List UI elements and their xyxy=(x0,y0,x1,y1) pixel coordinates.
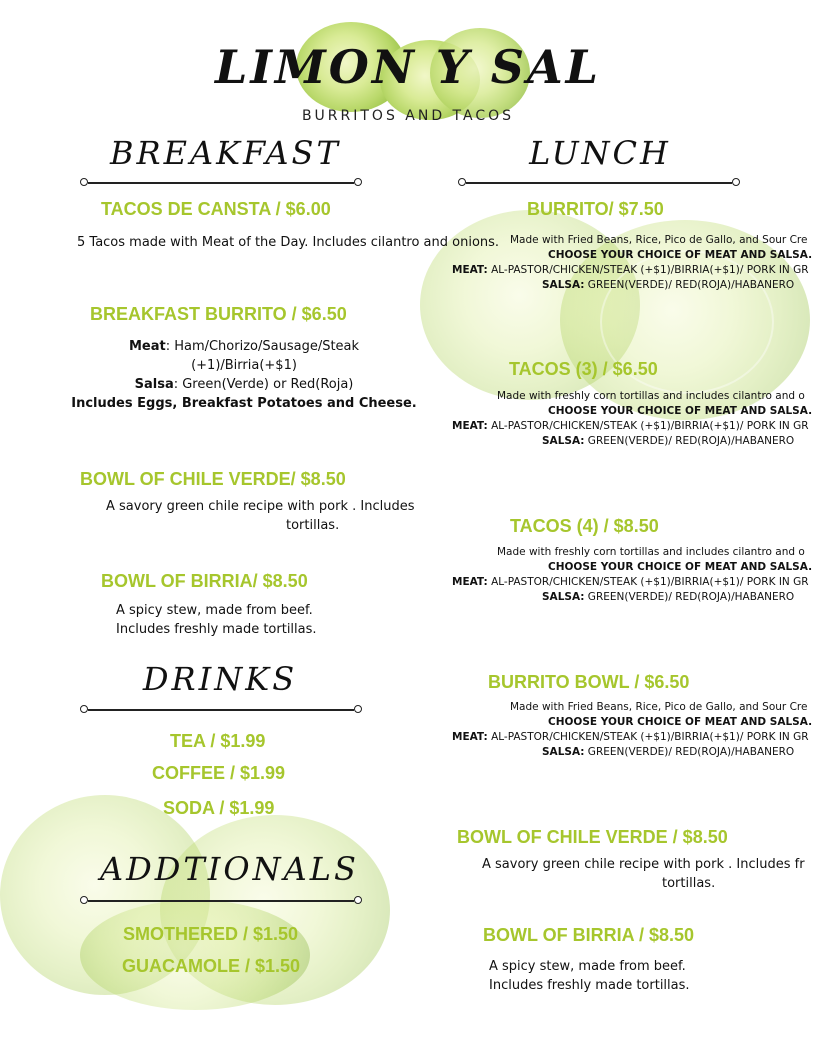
breakfast-title: BREAKFAST xyxy=(110,134,341,172)
menu-item-tacos-de-cansta: TACOS DE CANSTA / $6.00 xyxy=(101,199,331,219)
includes-text: Includes Eggs, Breakfast Potatoes and Cheese. xyxy=(71,396,417,411)
choose-text: CHOOSE YOUR CHOICE OF MEAT AND SALSA. xyxy=(548,716,813,728)
menu-item-details xyxy=(452,545,816,605)
meat-options: AL-PASTOR/CHICKEN/STEAK (+$1)/BIRRIA(+$1)/ PORK IN GR xyxy=(487,264,809,276)
lunch-divider xyxy=(466,182,732,184)
menu-item-tacos-4: TACOS (4) / $8.50 xyxy=(510,516,659,536)
description-line: A spicy stew, made from beef. xyxy=(489,959,686,974)
salsa-label: Salsa xyxy=(134,377,174,392)
meat-label: MEAT: xyxy=(452,576,488,588)
menu-item-description xyxy=(482,855,816,893)
lunch-title: LUNCH xyxy=(529,134,671,172)
menu-item-smothered: SMOTHERED / $1.50 xyxy=(123,924,299,944)
meat-label: MEAT: xyxy=(452,420,488,432)
menu-item-tacos-3: TACOS (3) / $6.50 xyxy=(509,359,658,379)
meat-label: MEAT: xyxy=(452,264,488,276)
description-line: Made with freshly corn tortillas and includes cilantro and o xyxy=(497,546,805,558)
menu-item-description xyxy=(100,497,425,535)
description-line: Includes freshly made tortillas. xyxy=(116,622,317,637)
meat-label: Meat xyxy=(128,339,166,354)
meat-options: : Ham/Chorizo/Sausage/Steak xyxy=(165,339,360,354)
choose-text: CHOOSE YOUR CHOICE OF MEAT AND SALSA. xyxy=(548,405,813,417)
menu-item-soda: SODA / $1.99 xyxy=(163,798,275,818)
description-line: A savory green chile recipe with pork . Includes fr xyxy=(482,857,805,872)
menu-item-description xyxy=(489,957,729,995)
description-line: A spicy stew, made from beef. xyxy=(116,603,313,618)
menu-item-coffee: COFFEE / $1.99 xyxy=(152,763,286,783)
meat-options-2: (+1)/Birria(+$1) xyxy=(191,358,297,373)
meat-options: AL-PASTOR/CHICKEN/STEAK (+$1)/BIRRIA(+$1)/ PORK IN GR xyxy=(487,576,809,588)
salsa-options: : Green(Verde) or Red(Roja) xyxy=(173,377,354,392)
salsa-options: GREEN(VERDE)/ RED(ROJA)/HABANERO xyxy=(584,435,795,447)
salsa-options: GREEN(VERDE)/ RED(ROJA)/HABANERO xyxy=(584,591,795,603)
menu-item-details xyxy=(452,700,816,760)
meat-options: AL-PASTOR/CHICKEN/STEAK (+$1)/BIRRIA(+$1)/ PORK IN GR xyxy=(487,731,809,743)
tagline: BURRITOS AND TACOS xyxy=(301,108,515,124)
menu-item-bowl-of-birria: BOWL OF BIRRIA/ $8.50 xyxy=(101,571,308,591)
menu-item-tea: TEA / $1.99 xyxy=(170,731,266,751)
salsa-label: SALSA: xyxy=(542,435,585,447)
menu-item-bowl-of-chile-verde: BOWL OF CHILE VERDE/ $8.50 xyxy=(80,469,346,489)
menu-item-bowl-of-birria-lunch: BOWL OF BIRRIA / $8.50 xyxy=(483,925,695,945)
description-line: tortillas. xyxy=(662,876,716,891)
menu-item-burrito-bowl: BURRITO BOWL / $6.50 xyxy=(488,672,690,692)
salsa-options: GREEN(VERDE)/ RED(ROJA)/HABANERO xyxy=(584,746,795,758)
drinks-title: DRINKS xyxy=(142,660,298,698)
menu-item-bowl-of-chile-verde-lunch: BOWL OF CHILE VERDE / $8.50 xyxy=(457,827,728,847)
description-line: Includes freshly made tortillas. xyxy=(489,978,690,993)
description-line: Made with freshly corn tortillas and includes cilantro and o xyxy=(497,390,805,402)
salsa-label: SALSA: xyxy=(542,279,585,291)
lime-illustration xyxy=(80,900,310,1010)
description-line: tortillas. xyxy=(286,518,340,533)
menu-item-burrito: BURRITO/ $7.50 xyxy=(527,199,664,219)
menu-item-details xyxy=(452,389,816,449)
meat-options: AL-PASTOR/CHICKEN/STEAK (+$1)/BIRRIA(+$1)/ PORK IN GR xyxy=(487,420,809,432)
meat-label: MEAT: xyxy=(452,731,488,743)
description-line: A savory green chile recipe with pork . Includes xyxy=(106,499,415,514)
drinks-divider xyxy=(88,709,354,711)
choose-text: CHOOSE YOUR CHOICE OF MEAT AND SALSA. xyxy=(548,249,813,261)
menu-item-description xyxy=(100,601,340,639)
menu-item-description xyxy=(64,337,424,413)
menu-item-breakfast-burrito: BREAKFAST BURRITO / $6.50 xyxy=(90,304,347,324)
logo-text: LIMON Y SAL xyxy=(214,40,602,94)
additionals-title: ADDTIONALS xyxy=(100,850,359,888)
salsa-label: SALSA: xyxy=(542,591,585,603)
salsa-label: SALSA: xyxy=(542,746,585,758)
salsa-options: GREEN(VERDE)/ RED(ROJA)/HABANERO xyxy=(584,279,795,291)
menu-item-guacamole: GUACAMOLE / $1.50 xyxy=(122,956,301,976)
breakfast-divider xyxy=(88,182,354,184)
menu-item-details xyxy=(452,233,816,293)
additionals-divider xyxy=(88,900,354,902)
menu-item-description: 5 Tacos made with Meat of the Day. Includes cilantro and onions. xyxy=(77,235,500,250)
description-line: Made with Fried Beans, Rice, Pico de Gallo, and Sour Cre xyxy=(510,234,808,246)
description-line: Made with Fried Beans, Rice, Pico de Gallo, and Sour Cre xyxy=(510,701,808,713)
choose-text: CHOOSE YOUR CHOICE OF MEAT AND SALSA. xyxy=(548,561,813,573)
